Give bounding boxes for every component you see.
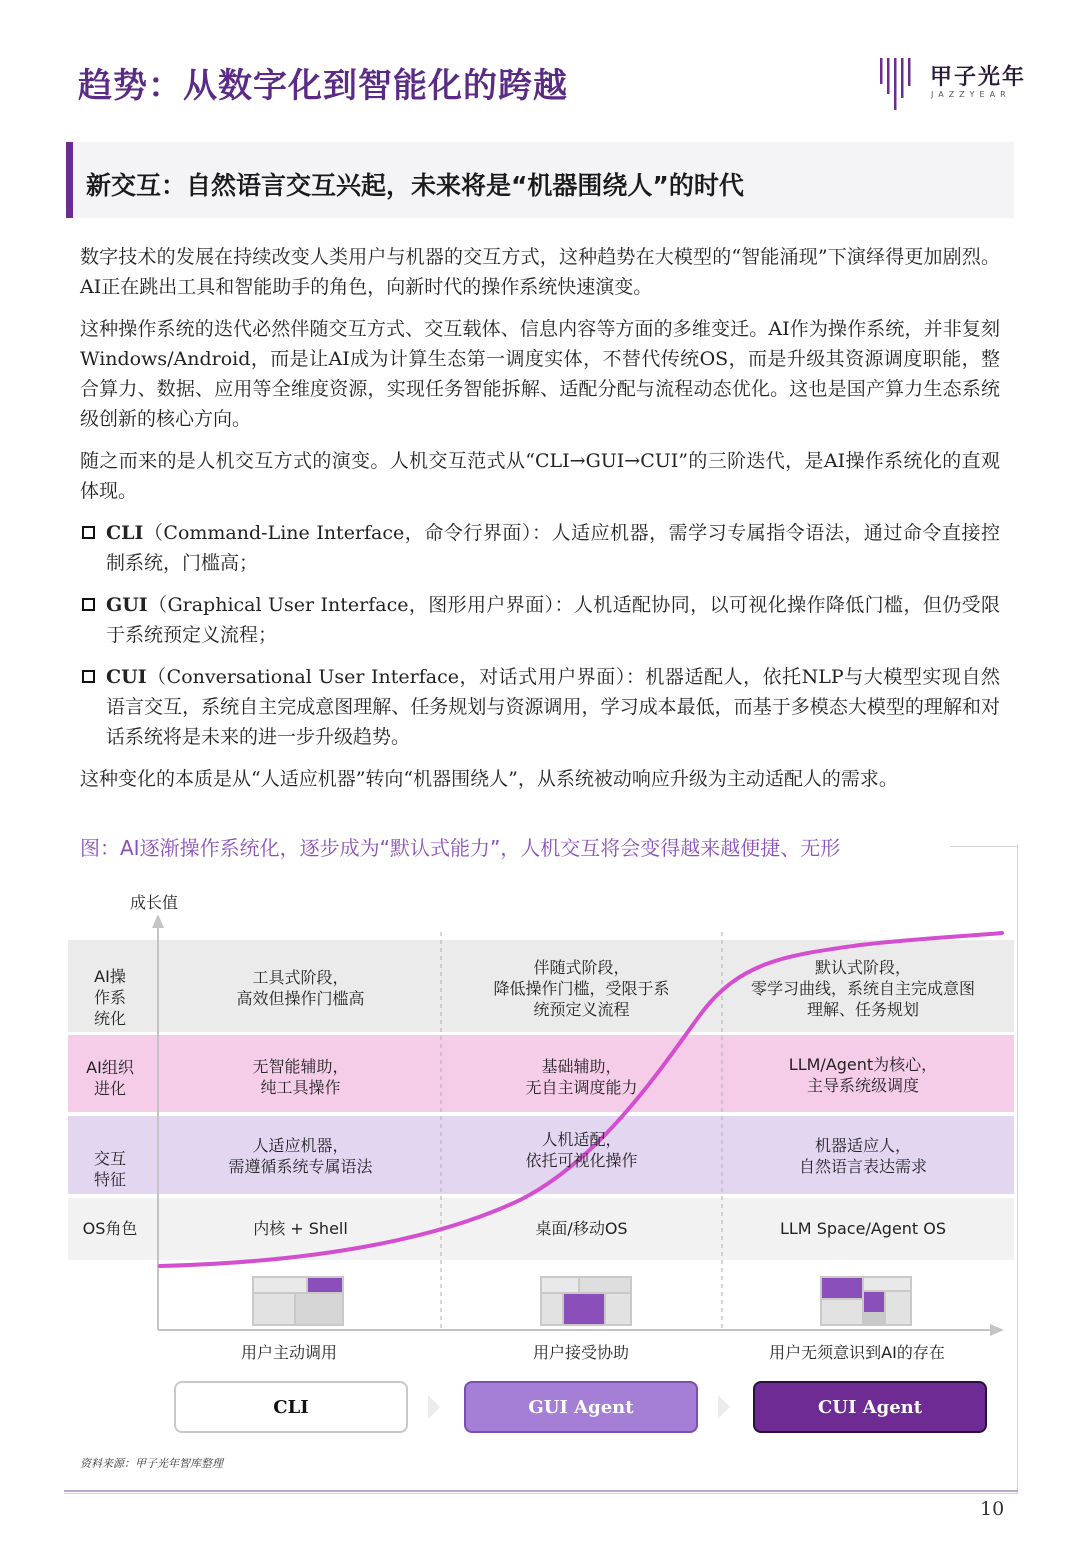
cli-window-icon <box>252 1276 344 1326</box>
cell-ai-os-cli: 工具式阶段， 高效但操作门槛高 <box>236 968 365 1008</box>
cell-ai-os-cui: 默认式阶段， 零学习曲线，系统自主完成意图 理解、任务规划 <box>750 958 975 1019</box>
page-title: 趋势：从数字化到智能化的跨越 <box>78 66 568 106</box>
source-note: 资料来源：甲子光年智库整理 <box>80 1457 223 1470</box>
bullet-text: （Conversational User Interface，对话式用户界面）：机器适配人，依托NLP与大模型实现自然语言交互，系统自主完成意图理解、任务规划与资源调用，学习成本最低，而基于多模态大模型的理解和对话系统将是未来的进一步升级趋势。 <box>106 666 1000 748</box>
stage-label-cli: 用户主动调用 <box>240 1343 337 1362</box>
bullet-text: （Graphical User Interface，图形用户界面）：人机适配协同，以可视化操作降低门槛，但仍受限于系统预定义流程； <box>106 594 1000 646</box>
section-title: 新交互：自然语言交互兴起，未来将是“机器围绕人”的时代 <box>86 171 744 200</box>
paragraph-1: 数字技术的发展在持续改变人类用户与机器的交互方式，这种趋势在大模型的“智能涌现”下演绎得更加剧烈。AI正在跳出工具和智能助手的角色，向新时代的操作系统快速演变。 <box>80 246 1000 298</box>
gui-window-icon <box>540 1276 632 1326</box>
row-label-os-role: OS角色 <box>82 1219 138 1238</box>
cell-ai-org-cli: 无智能辅助， 纯工具操作 <box>252 1057 349 1097</box>
stage-label-gui: 用户接受协助 <box>532 1343 629 1362</box>
cell-os-role-cui: LLM Space/Agent OS <box>779 1219 947 1238</box>
cui-window-icon <box>820 1276 912 1326</box>
brand-name: 甲子光年 <box>930 65 1027 90</box>
cell-os-role-cli: 内核 + Shell <box>253 1219 348 1238</box>
y-axis-label: 成长值 <box>130 893 179 912</box>
bullet-lead: CLI <box>106 522 144 544</box>
brand-subtitle: JAZZYEAR <box>931 90 1011 99</box>
cli-stage-badge: CLI <box>174 1381 408 1433</box>
paragraph-2: 这种操作系统的迭代必然伴随交互方式、交互载体、信息内容等方面的多维变迁。AI作为操作系统，并非复刻Windows/Android，而是让AI成为计算生态第一调度实体，不替代传统OS，而是升级其资源调度职能，整合算力、数据、应用等全维度资源，实现任务智能拆解、适配分配与流程动态优化。这也是国产算力生态系统级创新的核心方向。 <box>80 318 1000 430</box>
bullet-lead: CUI <box>106 666 147 688</box>
stage-label-cui: 用户无须意识到AI的存在 <box>769 1343 945 1362</box>
footer-rule <box>64 1490 1018 1492</box>
bullet-lead: GUI <box>106 594 148 616</box>
cell-os-role-gui: 桌面/移动OS <box>535 1219 628 1238</box>
cui-agent-stage-badge: CUI Agent <box>753 1381 987 1433</box>
cell-ai-os-gui: 伴随式阶段， 降低操作门槛，受限于系 统预定义流程 <box>493 958 670 1019</box>
paragraph-3: 随之而来的是人机交互方式的演变。人机交互范式从“CLI→GUI→CUI”的三阶迭代，是AI操作系统化的直观体现。 <box>80 450 1000 502</box>
gui-agent-stage-badge: GUI Agent <box>464 1381 698 1433</box>
row-label-ai-os: AI操 作系 统化 <box>93 967 126 1028</box>
figure-caption: 图：AI逐渐操作系统化，逐步成为“默认式能力”，人机交互将会变得越来越便捷、无形 <box>80 832 850 861</box>
cell-interaction-cui: 机器适应人， 自然语言表达需求 <box>798 1136 927 1176</box>
chevron-right-icon <box>428 1395 440 1419</box>
cell-interaction-cli: 人适应机器， 需遵循系统专属语法 <box>228 1136 373 1176</box>
bullet-text: （Command-Line Interface，命令行界面）：人适应机器，需学习专属指令语法，通过命令直接控制系统，门槛高； <box>106 522 1000 574</box>
row-label-ai-org: AI组织 进化 <box>86 1058 134 1098</box>
conclusion-paragraph: 这种变化的本质是从“人适应机器”转向“机器围绕人”，从系统被动响应升级为主动适配人的需求。 <box>80 768 898 790</box>
page-number: 10 <box>980 1498 1005 1520</box>
cell-interaction-gui: 人机适配， 依托可视化操作 <box>525 1130 638 1170</box>
chevron-right-icon <box>718 1395 730 1419</box>
row-label-interaction: 交互 特征 <box>93 1149 126 1189</box>
x-axis-arrow-icon <box>990 1324 1004 1336</box>
cell-ai-org-cui: LLM/Agent为核心， 主导系统级调度 <box>788 1055 938 1095</box>
cell-ai-org-gui: 基础辅助， 无自主调度能力 <box>525 1057 638 1097</box>
y-axis-arrow-icon <box>152 914 164 928</box>
